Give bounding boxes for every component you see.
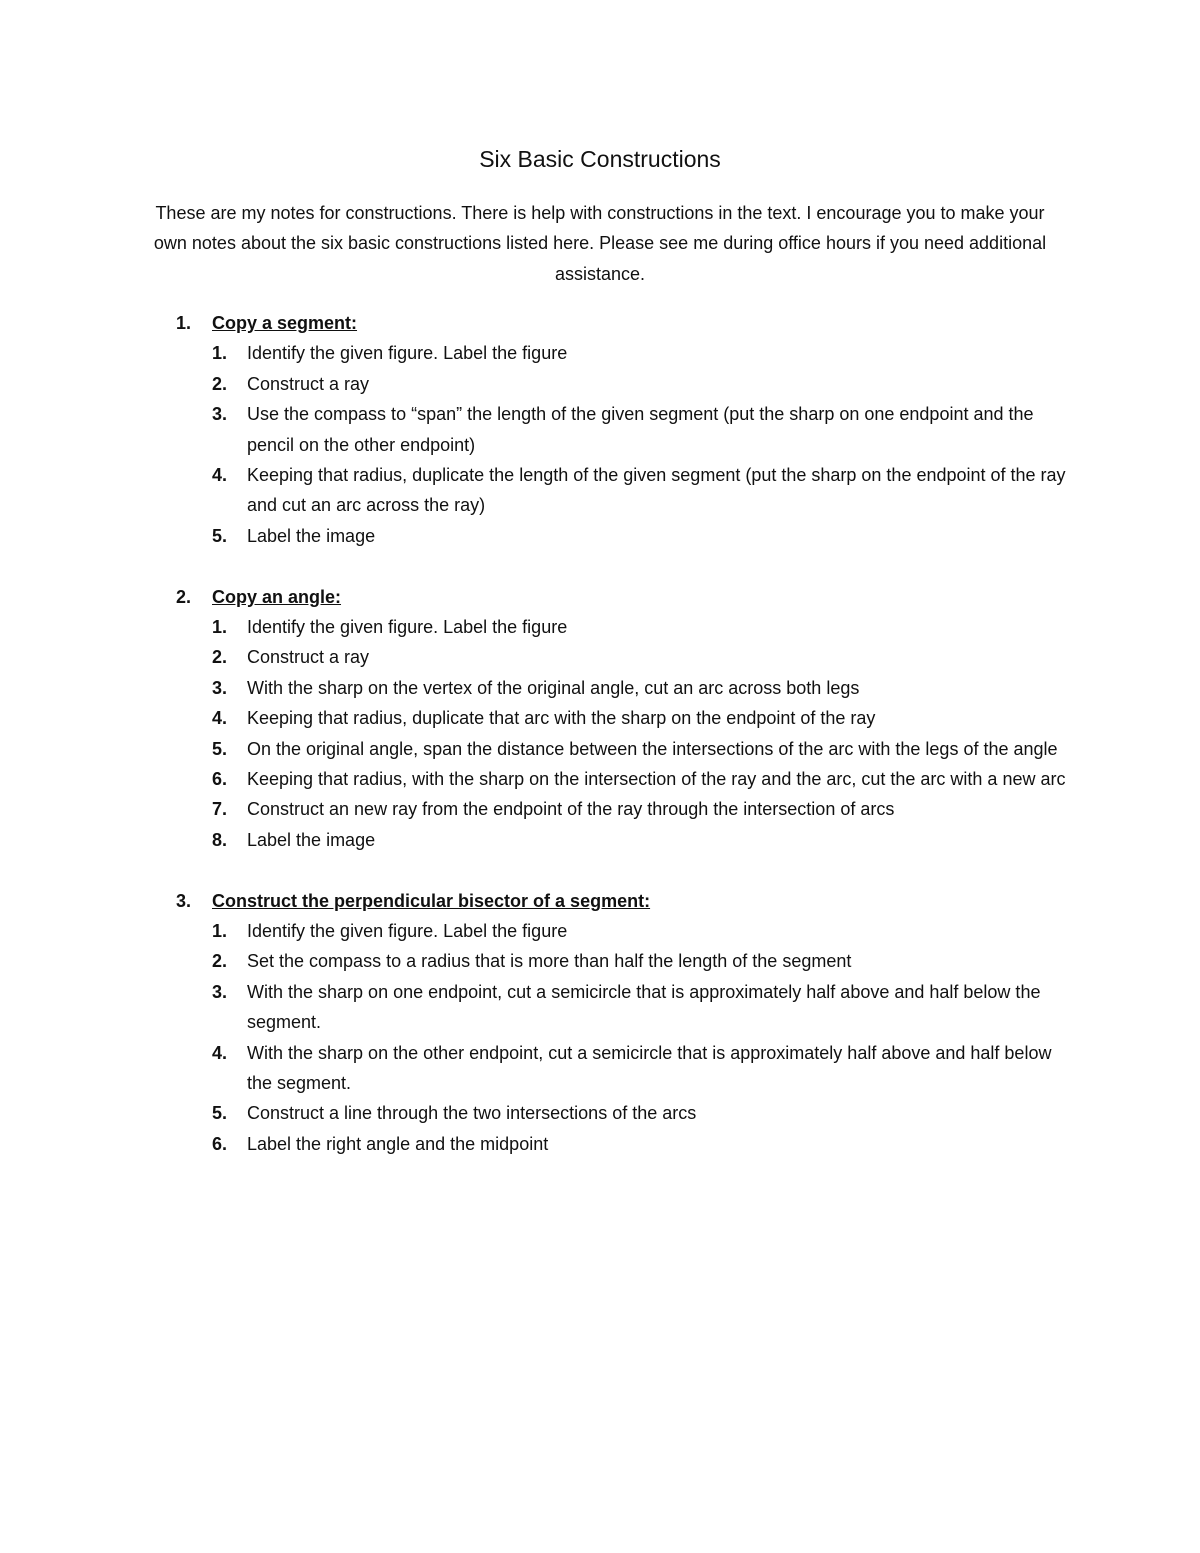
step-text: Identify the given figure. Label the figure xyxy=(247,617,568,638)
list-item xyxy=(0,338,1200,368)
step-number: 4. xyxy=(212,708,228,729)
step-number: 3. xyxy=(212,404,228,425)
list-item xyxy=(0,764,1200,794)
step-number: 2. xyxy=(212,373,228,394)
list-item xyxy=(0,794,1200,824)
step-number: 3. xyxy=(212,677,228,698)
step-number: 5. xyxy=(212,738,228,759)
list-item xyxy=(0,916,1200,946)
step-text: With the sharp on the vertex of the original angle, cut an arc across both legs xyxy=(247,677,860,698)
step-number: 5. xyxy=(212,1103,228,1124)
step-number: 4. xyxy=(212,465,228,486)
step-number: 6. xyxy=(212,769,228,790)
section-heading xyxy=(0,886,1200,916)
list-item xyxy=(0,734,1200,764)
step-number: 1. xyxy=(212,921,228,942)
step-text: Label the right angle and the midpoint xyxy=(247,1133,549,1154)
step-text: Identify the given figure. Label the figure xyxy=(247,921,568,942)
list-item xyxy=(0,825,1200,855)
section-title: Construct the perpendicular bisector of a segment: xyxy=(212,890,651,911)
step-text: Construct a ray xyxy=(247,647,370,668)
step-text: Set the compass to a radius that is more than half the length of the segment xyxy=(247,951,852,972)
page-title: Six Basic Constructions xyxy=(479,146,721,172)
step-text: Keeping that radius, duplicate that arc with the sharp on the endpoint of the ray xyxy=(247,708,876,729)
step-text: With the sharp on one endpoint, cut a semicircle that is approximately half above and half below the segment. xyxy=(247,981,1041,1033)
step-number: 8. xyxy=(212,829,228,850)
intro-paragraph: These are my notes for constructions. There is help with constructions in the text. I encourage you to make your own notes about the six basic constructions listed here. Please see me during office hours if you need additional assistance. xyxy=(153,203,1047,284)
list-item xyxy=(0,703,1200,733)
step-text: Construct a line through the two intersections of the arcs xyxy=(247,1103,697,1124)
list-item xyxy=(0,673,1200,703)
list-item xyxy=(0,460,1200,521)
list-item xyxy=(0,612,1200,642)
section xyxy=(0,308,1200,551)
step-number: 3. xyxy=(212,981,228,1002)
list-item xyxy=(0,642,1200,672)
section-heading xyxy=(0,308,1200,338)
section-title: Copy a segment: xyxy=(212,313,358,333)
step-text: With the sharp on the other endpoint, cut a semicircle that is approximately half above and half below the segment. xyxy=(247,1042,1052,1094)
list-item xyxy=(0,369,1200,399)
step-number: 2. xyxy=(212,647,228,668)
list-item xyxy=(0,1098,1200,1128)
step-number: 4. xyxy=(212,1042,228,1063)
list-item xyxy=(0,521,1200,551)
step-text: Construct an new ray from the endpoint of the ray through the intersection of arcs xyxy=(247,799,895,820)
section-number: 2. xyxy=(176,586,192,607)
step-text: Construct a ray xyxy=(247,373,370,394)
step-number: 7. xyxy=(212,799,228,820)
section xyxy=(0,886,1200,1160)
step-number: 1. xyxy=(212,617,228,638)
list-item xyxy=(0,1129,1200,1159)
step-number: 5. xyxy=(212,525,228,546)
step-text: Label the image xyxy=(247,525,376,546)
section-title: Copy an angle: xyxy=(212,586,342,607)
list-item xyxy=(0,1038,1200,1099)
section-number: 3. xyxy=(176,890,192,911)
list-item xyxy=(0,977,1200,1038)
step-number: 6. xyxy=(212,1133,228,1154)
step-text: Identify the given figure. Label the figure xyxy=(247,343,568,364)
step-text: Keeping that radius, with the sharp on the intersection of the ray and the arc, cut the arc with a new arc xyxy=(247,769,1066,790)
step-text: Keeping that radius, duplicate the length of the given segment (put the sharp on the endpoint of the ray and cut an arc across the ray) xyxy=(247,465,1066,516)
section-number: 1. xyxy=(176,313,192,333)
step-number: 2. xyxy=(212,951,228,972)
step-number: 1. xyxy=(212,343,228,364)
step-text: Label the image xyxy=(247,829,376,850)
section xyxy=(0,582,1200,856)
list-item xyxy=(0,946,1200,976)
list-item xyxy=(0,399,1200,460)
sections-list xyxy=(0,308,1200,1190)
step-text: On the original angle, span the distance between the intersections of the arc with the legs of the angle xyxy=(247,738,1058,759)
step-text: Use the compass to “span” the length of the given segment (put the sharp on one endpoint and the pencil on the other endpoint) xyxy=(247,404,1034,455)
section-heading xyxy=(0,582,1200,612)
